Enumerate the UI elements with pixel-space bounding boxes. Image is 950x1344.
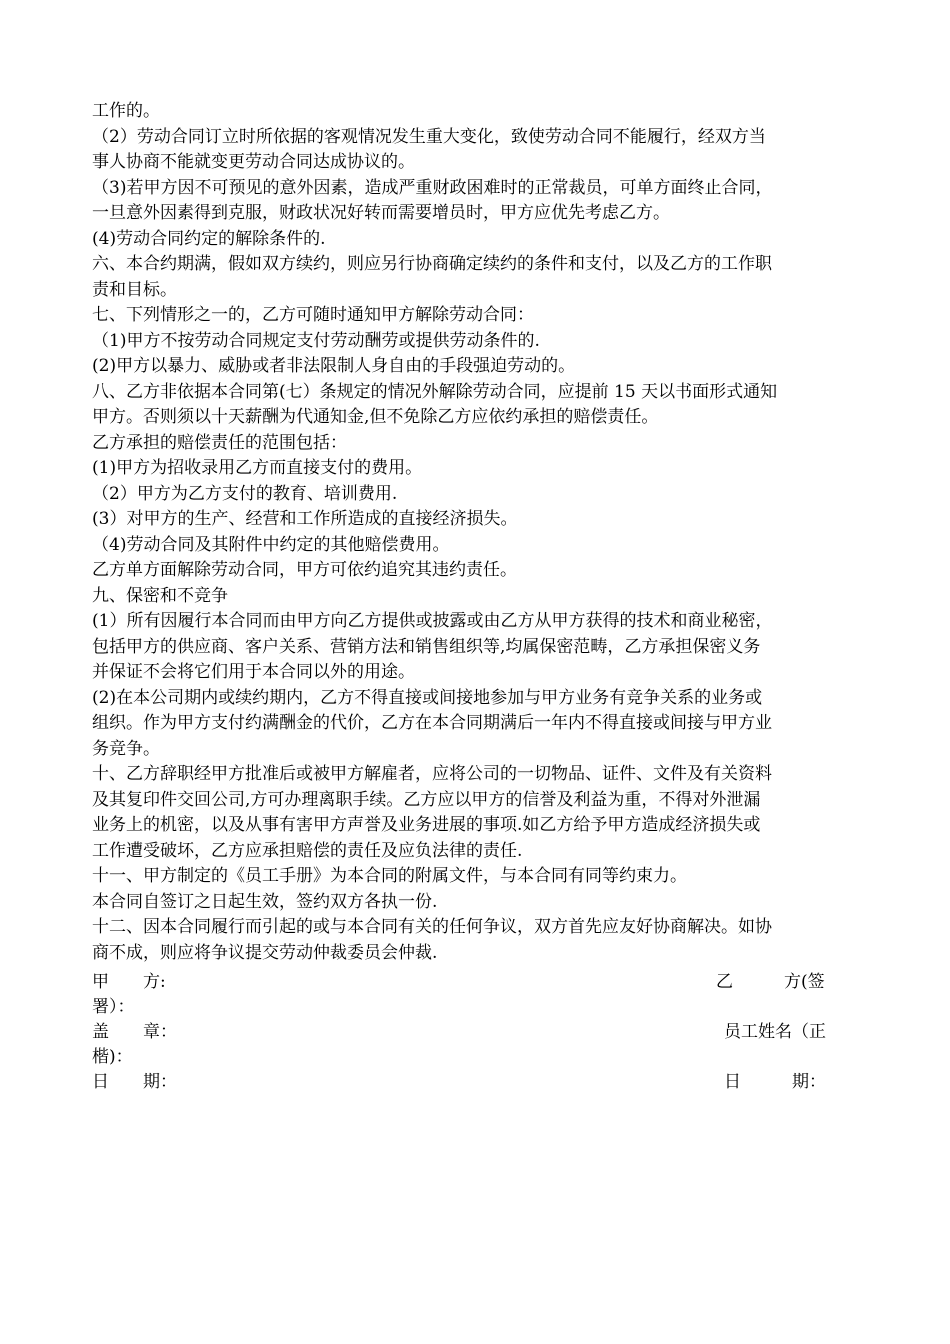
text-line: 责和目标。: [92, 279, 177, 300]
seal-label: 盖 章：: [92, 1022, 177, 1042]
text-line: 工作的。: [92, 101, 160, 121]
text-line: 七、下列情形之一的，乙方可随时通知甲方解除劳动合同：: [92, 305, 534, 325]
employee-name-label-cont: 楷)：: [92, 1047, 133, 1067]
text-line: (2)甲方以暴力、威胁或者非法限制人身自由的手段强迫劳动的。: [92, 356, 576, 376]
text-line: （3)若甲方因不可预见的意外因素，造成严重财政困难时的正常裁员，可单方面终止合同，: [92, 177, 773, 198]
text-line: 组织。作为甲方支付约满酬金的代价，乙方在本合同期满后一年内不得直接或间接与甲方业: [92, 713, 772, 733]
signature-block: [92, 970, 860, 1095]
text-line: 十二、因本合同履行而引起的或与本合同有关的任何争议，双方首先应友好协商解决。如协: [92, 917, 772, 937]
text-line: 并保证不会将它们用于本合同以外的用途。: [92, 662, 415, 682]
party-b-label: 乙 方(签: [716, 972, 825, 992]
text-line: 九、保密和不竞争: [92, 585, 228, 606]
text-line: 及其复印件交回公司,方可办理离职手续。乙方应以甲方的信誉及利益为重，不得对外泄漏: [92, 789, 761, 810]
contract-body: [92, 99, 860, 966]
text-line: （1)甲方不按劳动合同规定支付劳动酬劳或提供劳动条件的.: [92, 330, 540, 351]
text-line: 八、乙方非依据本合同第(七）条规定的情况外解除劳动合同，应提前 15 天以书面形式通知: [92, 381, 778, 402]
employee-name-label: 员工姓名（正: [724, 1022, 826, 1042]
text-line: (3）对甲方的生产、经营和工作所造成的直接经济损失。: [92, 509, 518, 529]
text-line: （2）甲方为乙方支付的教育、培训费用.: [92, 483, 398, 504]
party-a-label: 甲 方:: [92, 972, 166, 992]
text-line: （4)劳动合同及其附件中约定的其他赔偿费用。: [92, 534, 450, 555]
text-line: 工作遭受破坏，乙方应承担赔偿的责任及应负法律的责任.: [92, 840, 523, 861]
text-line: 商不成，则应将争议提交劳动仲裁委员会仲裁.: [92, 942, 438, 963]
text-line: 本合同自签订之日起生效，签约双方各执一份.: [92, 891, 438, 912]
text-line: (4)劳动合同约定的解除条件的.: [92, 228, 326, 249]
text-line: 务竞争。: [92, 738, 160, 759]
text-line: (1)甲方为招收录用乙方而直接支付的费用。: [92, 458, 423, 478]
text-line: (2)在本公司期内或续约期内，乙方不得直接或间接地参加与甲方业务有竞争关系的业务或: [92, 687, 763, 708]
text-line: 十一、甲方制定的《员工手册》为本合同的附属文件，与本合同有同等约束力。: [92, 866, 687, 886]
text-line: 十、乙方辞职经甲方批准后或被甲方解雇者，应将公司的一切物品、证件、文件及有关资料: [92, 764, 772, 784]
text-line: 业务上的机密，以及从事有害甲方声誉及业务进展的事项.如乙方给予甲方造成经济损失或: [92, 815, 761, 835]
text-line: 甲方。否则须以十天薪酬为代通知金,但不免除乙方应依约承担的赔偿责任。: [92, 407, 659, 427]
text-line: 乙方单方面解除劳动合同，甲方可依约追究其违约责任。: [92, 560, 517, 580]
text-line: 乙方承担的赔偿责任的范围包括：: [92, 432, 347, 453]
party-b-label-cont: 署）：: [92, 997, 135, 1017]
text-line: 一旦意外因素得到克服，财政状况好转而需要增员时，甲方应优先考虑乙方。: [92, 203, 670, 223]
date-right-label: 日 期：: [724, 1072, 826, 1092]
text-line: 六、本合约期满，假如双方续约，则应另行协商确定续约的条件和支付，以及乙方的工作职: [92, 254, 772, 274]
text-line: (1）所有因履行本合同而由甲方向乙方提供或披露或由乙方从甲方获得的技术和商业秘密，: [92, 611, 773, 631]
date-left-label: 日 期：: [92, 1072, 177, 1092]
text-line: （2）劳动合同订立时所依据的客观情况发生重大变化，致使劳动合同不能履行，经双方当: [92, 126, 766, 147]
text-line: 事人协商不能就变更劳动合同达成协议的。: [92, 152, 415, 172]
text-line: 包括甲方的供应商、客户关系、营销方法和销售组织等,均属保密范畴，乙方承担保密义务: [92, 636, 761, 657]
